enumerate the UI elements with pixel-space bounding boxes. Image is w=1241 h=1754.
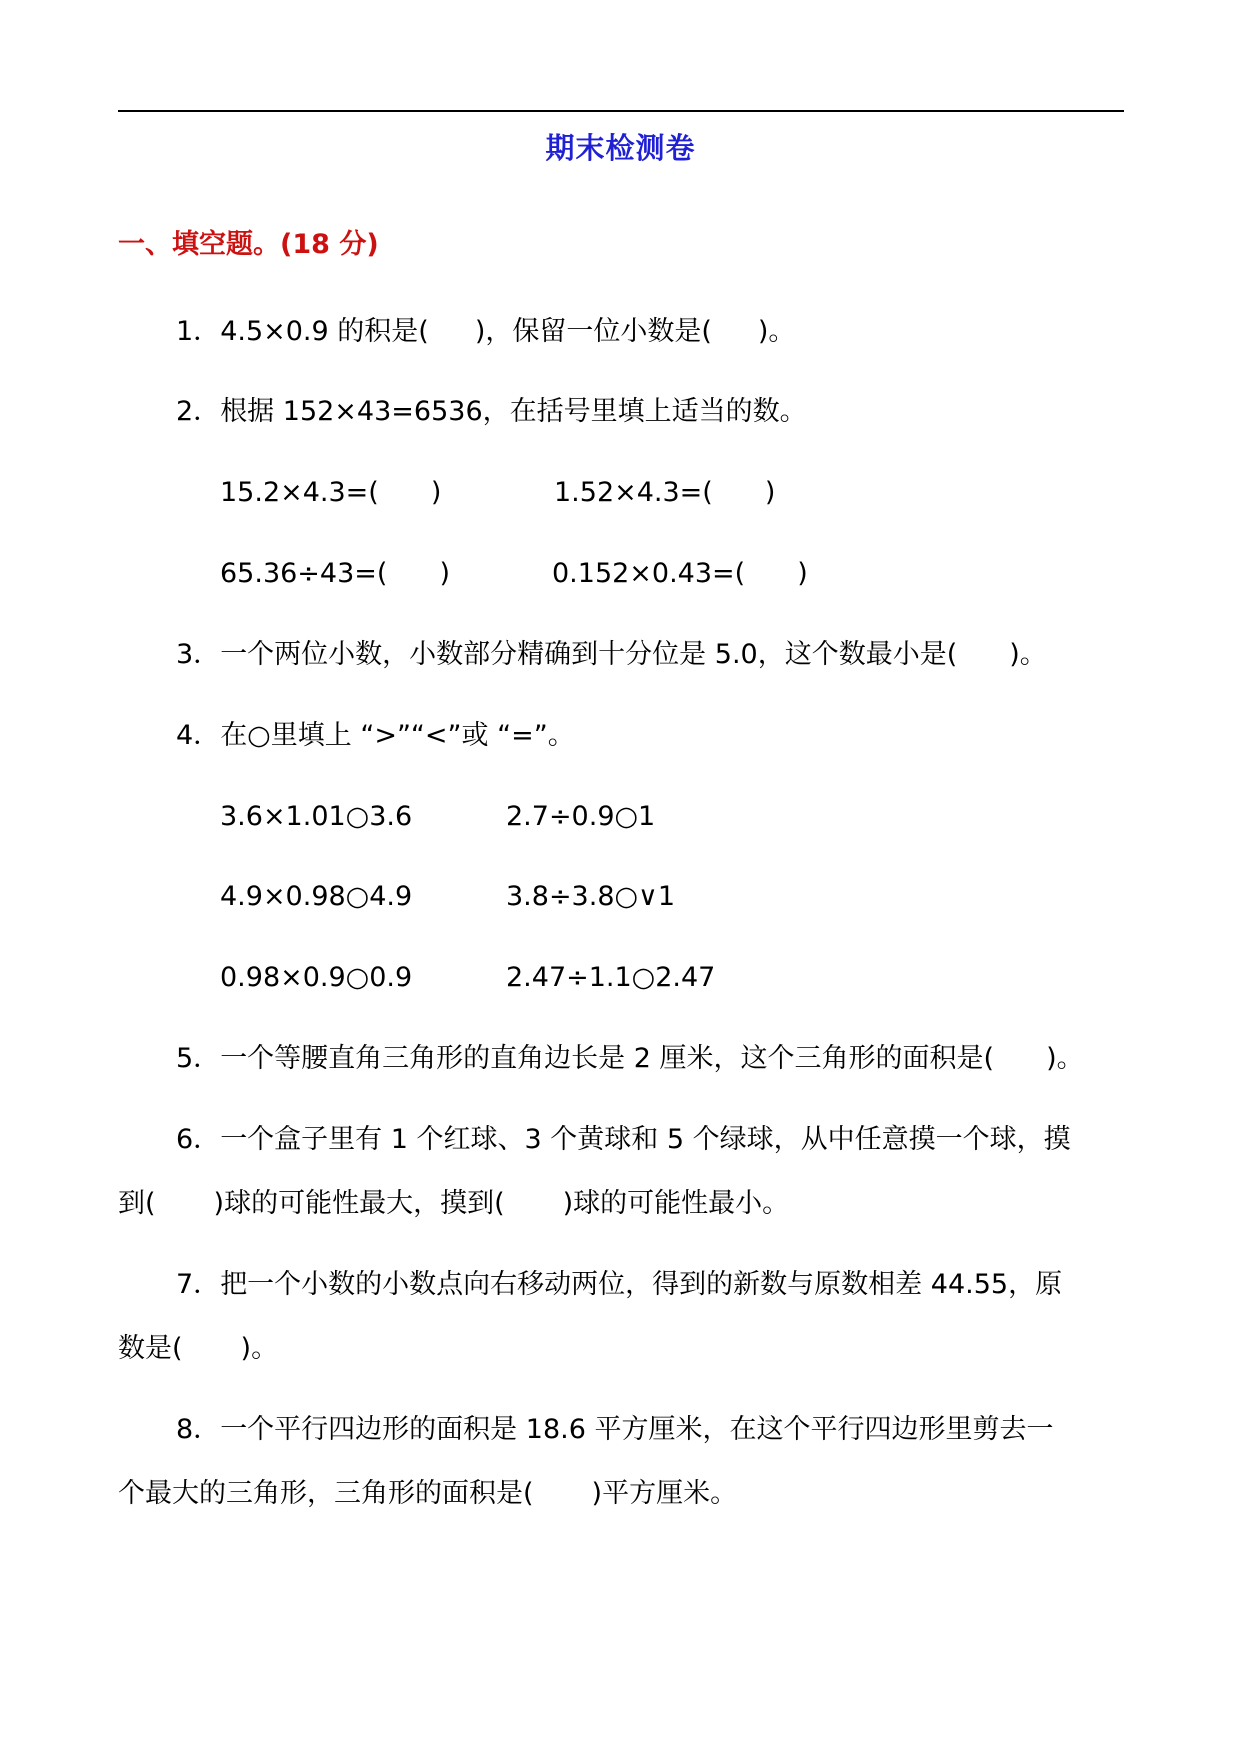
question-4-item-5: 0.98×0.9○0.9: [220, 962, 413, 993]
question-4-item-6: 2.47÷1.1○2.47: [506, 962, 716, 993]
question-2-item-1: 15.2×4.3=( ): [220, 477, 442, 508]
question-8-continued: 个最大的三角形，三角形的面积是( )平方厘米。: [118, 1478, 738, 1509]
question-4-item-4: 3.8÷3.8○∨1: [506, 881, 676, 912]
question-7: 7．把一个小数的小数点向右移动两位，得到的新数与原数相差 44.55，原: [176, 1269, 1063, 1300]
question-number: 1．: [176, 316, 221, 347]
question-number: 2．: [176, 396, 221, 427]
question-2-item-2: 1.52×4.3=( ): [554, 477, 776, 508]
question-number: 4．: [176, 720, 221, 751]
top-rule: [118, 110, 1124, 112]
question-4-item-2: 2.7÷0.9○1: [506, 801, 656, 832]
question-number: 6．: [176, 1124, 221, 1155]
question-5: 5．一个等腰直角三角形的直角边长是 2 厘米，这个三角形的面积是( )。: [176, 1043, 1084, 1074]
question-number: 8．: [176, 1414, 221, 1445]
section-heading: 一、填空题。(18 分): [118, 229, 379, 260]
question-number: 3．: [176, 639, 221, 670]
question-2-item-4: 0.152×0.43=( ): [552, 558, 808, 589]
question-4: 4．在○里填上 “>”“<”或 “=”。: [176, 720, 575, 751]
question-2-item-3: 65.36÷43=( ): [220, 558, 450, 589]
question-6: 6．一个盒子里有 1 个红球、3 个黄球和 5 个绿球，从中任意摸一个球，摸: [176, 1124, 1071, 1155]
question-2: 2．根据 152×43=6536，在括号里填上适当的数。: [176, 396, 807, 427]
question-4-item-3: 4.9×0.98○4.9: [220, 881, 413, 912]
question-number: 7．: [176, 1269, 221, 1300]
question-1: 1．4.5×0.9 的积是( )，保留一位小数是( )。: [176, 316, 796, 347]
question-3: 3．一个两位小数，小数部分精确到十分位是 5.0，这个数最小是( )。: [176, 639, 1047, 670]
question-number: 5．: [176, 1043, 221, 1074]
page-title: 期末检测卷: [545, 131, 696, 165]
question-7-continued: 数是( )。: [118, 1333, 279, 1364]
question-6-continued: 到( )球的可能性最大，摸到( )球的可能性最小。: [118, 1188, 790, 1219]
question-8: 8．一个平行四边形的面积是 18.6 平方厘米，在这个平行四边形里剪去一: [176, 1414, 1054, 1445]
question-4-item-1: 3.6×1.01○3.6: [220, 801, 413, 832]
